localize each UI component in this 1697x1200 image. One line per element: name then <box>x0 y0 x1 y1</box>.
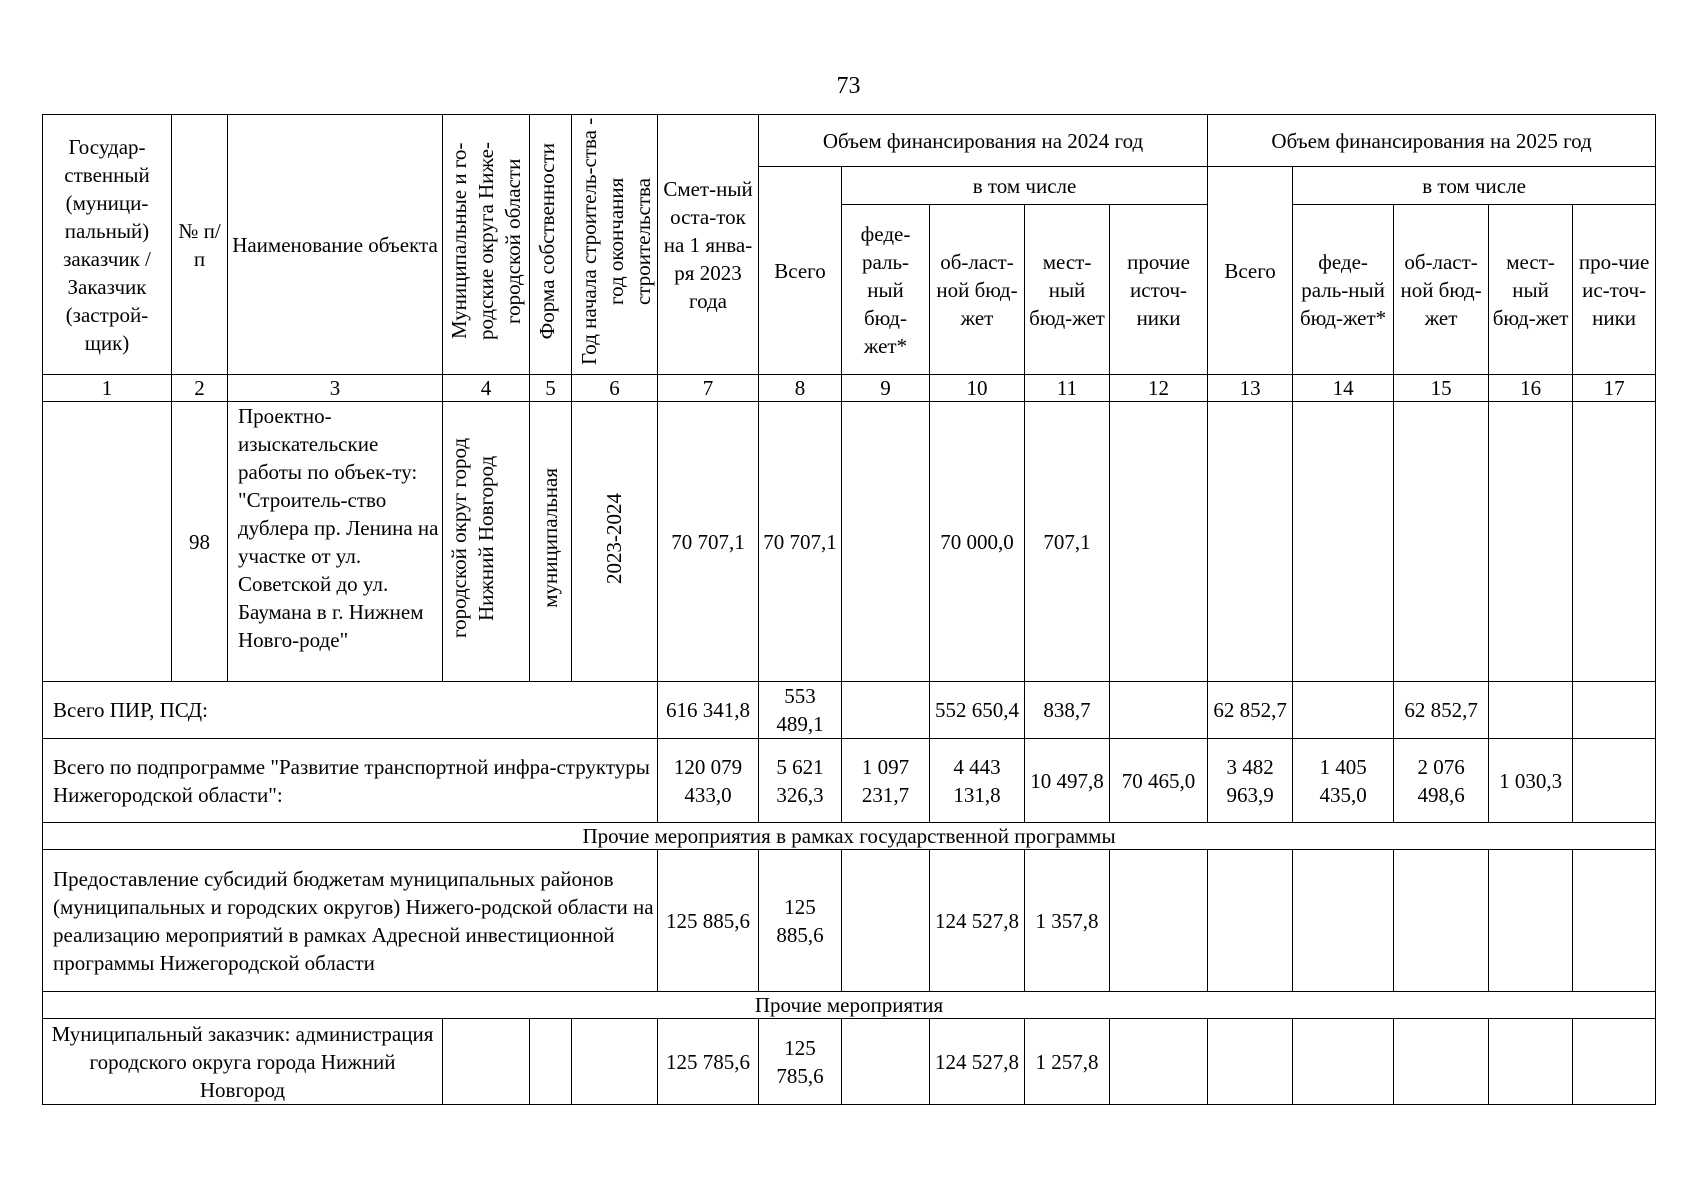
customer-local-2025 <box>1489 1019 1573 1105</box>
column-number: 9 <box>842 375 930 402</box>
investment-program-table <box>42 114 1656 1105</box>
object-local-2024: 707,1 <box>1025 402 1110 682</box>
total-pir-regional-2025: 62 852,7 <box>1394 682 1489 739</box>
header-funding-2025: Объем финансирования на 2025 год <box>1208 115 1656 167</box>
customer-total-2024: 125 785,6 <box>759 1019 842 1105</box>
customer-total-2025 <box>1208 1019 1293 1105</box>
object-estimate: 70 707,1 <box>658 402 759 682</box>
object-customer-cell <box>43 402 172 682</box>
object-municipality: городской округ город Нижний Новгород <box>443 402 530 682</box>
subsidies-federal-2024 <box>842 850 930 992</box>
object-other-2025 <box>1573 402 1656 682</box>
total-pir-federal-2025 <box>1293 682 1394 739</box>
subprogram-label: Всего по подпрограмме "Развитие транспортной инфра-структуры Нижегородской области": <box>43 739 658 823</box>
column-number: 17 <box>1573 375 1656 402</box>
subprogram-federal-2024: 1 097 231,7 <box>842 739 930 823</box>
section-row-state-program <box>43 823 1656 850</box>
customer-regional-2025 <box>1394 1019 1489 1105</box>
column-numbers-row <box>43 375 1656 402</box>
object-years: 2023-2024 <box>572 402 658 682</box>
section-title-state-program: Прочие мероприятия в рамках государственной программы <box>43 823 1656 850</box>
subprogram-total-2025: 3 482 963,9 <box>1208 739 1293 823</box>
table-row-subsidies <box>43 850 1656 992</box>
customer-federal-2024 <box>842 1019 930 1105</box>
header-ownership: Форма собственности <box>530 115 572 375</box>
total-pir-other-2025 <box>1573 682 1656 739</box>
total-pir-regional-2024: 552 650,4 <box>930 682 1025 739</box>
customer-other-2025 <box>1573 1019 1656 1105</box>
object-regional-2024: 70 000,0 <box>930 402 1025 682</box>
subsidies-local-2025 <box>1489 850 1573 992</box>
subprogram-regional-2025: 2 076 498,6 <box>1394 739 1489 823</box>
total-pir-local-2024: 838,7 <box>1025 682 1110 739</box>
customer-federal-2025 <box>1293 1019 1394 1105</box>
total-pir-total-2025: 62 852,7 <box>1208 682 1293 739</box>
object-total-2025 <box>1208 402 1293 682</box>
total-pir-estimate: 616 341,8 <box>658 682 759 739</box>
subsidies-regional-2025 <box>1394 850 1489 992</box>
table-row-object-98 <box>43 402 1656 682</box>
subprogram-other-2024: 70 465,0 <box>1110 739 1208 823</box>
subsidies-estimate: 125 885,6 <box>658 850 759 992</box>
section-row-other-measures <box>43 992 1656 1019</box>
column-number: 4 <box>443 375 530 402</box>
header-federal-2024: феде-раль-ный бюд-жет* <box>842 205 930 375</box>
header-total-2024: Всего <box>759 167 842 375</box>
header-number: № п/п <box>172 115 228 375</box>
column-number: 16 <box>1489 375 1573 402</box>
total-pir-total-2024: 553 489,1 <box>759 682 842 739</box>
total-pir-other-2024 <box>1110 682 1208 739</box>
total-pir-local-2025 <box>1489 682 1573 739</box>
object-other-2024 <box>1110 402 1208 682</box>
subsidies-total-2025 <box>1208 850 1293 992</box>
customer-years <box>572 1019 658 1105</box>
subsidies-label: Предоставление субсидий бюджетам муниципальных районов (муниципальных и городских округов) Нижего-родской области на реализацию мероприятий в рамках Адресной инвестиционной программы Нижегородской области <box>43 850 658 992</box>
header-construction-years: Год начала строитель-ства - год окончания строительства <box>572 115 658 375</box>
subsidies-federal-2025 <box>1293 850 1394 992</box>
section-title-other-measures: Прочие мероприятия <box>43 992 1656 1019</box>
column-number: 3 <box>228 375 443 402</box>
column-number: 8 <box>759 375 842 402</box>
table-row-total-pir <box>43 682 1656 739</box>
subprogram-local-2024: 10 497,8 <box>1025 739 1110 823</box>
header-estimate-remainder: Смет-ный оста-ток на 1 янва-ря 2023 года <box>658 115 759 375</box>
column-number: 5 <box>530 375 572 402</box>
header-municipality: Муниципальные и го-родские округа Ниже-городской области <box>443 115 530 375</box>
column-number: 10 <box>930 375 1025 402</box>
column-number: 14 <box>1293 375 1394 402</box>
column-number: 1 <box>43 375 172 402</box>
subprogram-other-2025 <box>1573 739 1656 823</box>
total-pir-federal-2024 <box>842 682 930 739</box>
header-total-2025: Всего <box>1208 167 1293 375</box>
header-other-2024: прочие источ-ники <box>1110 205 1208 375</box>
subsidies-other-2025 <box>1573 850 1656 992</box>
subsidies-other-2024 <box>1110 850 1208 992</box>
page-number: 73 <box>836 73 861 99</box>
customer-ownership <box>530 1019 572 1105</box>
header-regional-2024: об-ласт-ной бюд-жет <box>930 205 1025 375</box>
column-number: 11 <box>1025 375 1110 402</box>
table-row-subprogram-total <box>43 739 1656 823</box>
subprogram-federal-2025: 1 405 435,0 <box>1293 739 1394 823</box>
header-customer: Государ-ственный (муници-пальный) заказчик / Заказчик (застрой-щик) <box>43 115 172 375</box>
object-number: 98 <box>172 402 228 682</box>
header-regional-2025: об-ласт-ной бюд-жет <box>1394 205 1489 375</box>
header-including-2025: в том числе <box>1293 167 1656 205</box>
column-number: 6 <box>572 375 658 402</box>
column-number: 2 <box>172 375 228 402</box>
customer-regional-2024: 124 527,8 <box>930 1019 1025 1105</box>
header-object-name: Наименование объекта <box>228 115 443 375</box>
header-including-2024: в том числе <box>842 167 1208 205</box>
table-row-municipal-customer <box>43 1019 1656 1105</box>
object-federal-2024 <box>842 402 930 682</box>
object-name: Проектно-изыскательские работы по объек-ту: "Строитель-ство дублера пр. Ленина на участке от ул. Советской до ул. Баумана в г. Нижнем Новго-роде" <box>228 402 443 682</box>
subprogram-regional-2024: 4 443 131,8 <box>930 739 1025 823</box>
object-regional-2025 <box>1394 402 1489 682</box>
column-number: 7 <box>658 375 759 402</box>
header-local-2025: мест-ный бюд-жет <box>1489 205 1573 375</box>
subsidies-total-2024: 125 885,6 <box>759 850 842 992</box>
subsidies-local-2024: 1 357,8 <box>1025 850 1110 992</box>
object-total-2024: 70 707,1 <box>759 402 842 682</box>
header-other-2025: про-чие ис-точ-ники <box>1573 205 1656 375</box>
customer-local-2024: 1 257,8 <box>1025 1019 1110 1105</box>
header-local-2024: мест-ный бюд-жет <box>1025 205 1110 375</box>
customer-estimate: 125 785,6 <box>658 1019 759 1105</box>
object-ownership: муниципальная <box>530 402 572 682</box>
customer-label: Муниципальный заказчик: администрация городского округа города Нижний Новгород <box>43 1019 443 1105</box>
header-funding-2024: Объем финансирования на 2024 год <box>759 115 1208 167</box>
object-local-2025 <box>1489 402 1573 682</box>
total-pir-label: Всего ПИР, ПСД: <box>43 682 658 739</box>
column-number: 13 <box>1208 375 1293 402</box>
customer-municipality <box>443 1019 530 1105</box>
column-number: 12 <box>1110 375 1208 402</box>
subsidies-regional-2024: 124 527,8 <box>930 850 1025 992</box>
header-federal-2025: феде-раль-ный бюд-жет* <box>1293 205 1394 375</box>
subprogram-local-2025: 1 030,3 <box>1489 739 1573 823</box>
object-federal-2025 <box>1293 402 1394 682</box>
column-number: 15 <box>1394 375 1489 402</box>
subprogram-total-2024: 5 621 326,3 <box>759 739 842 823</box>
subprogram-estimate: 120 079 433,0 <box>658 739 759 823</box>
customer-other-2024 <box>1110 1019 1208 1105</box>
